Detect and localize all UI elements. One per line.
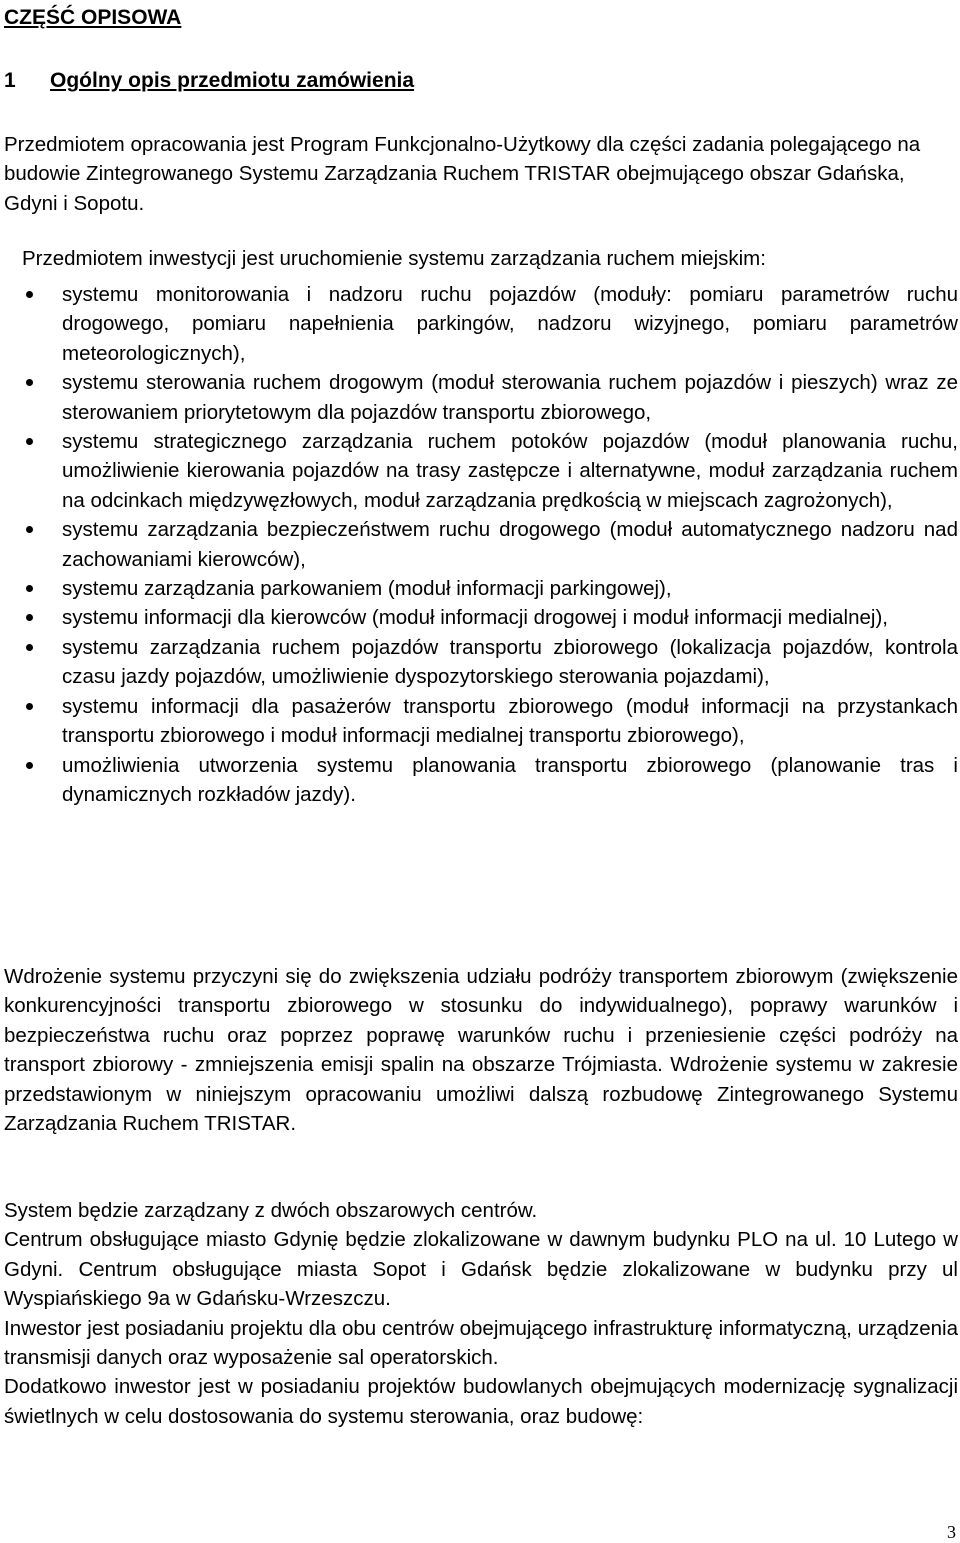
centers-lead-paragraph: System będzie zarządzany z dwóch obszarowych centrów. xyxy=(4,1199,538,1222)
section-heading xyxy=(4,66,414,95)
list-item-text: systemu informacji dla pasażerów transportu zbiorowego (moduł informacji na przystankach transportu zbiorowego i moduł informacji medialnej transportu zbiorowego), xyxy=(62,694,958,748)
list-item-text: umożliwienia utworzenia systemu planowania transportu zbiorowego (planowanie tras i dynamicznych rozkładów jazdy). xyxy=(62,753,958,806)
list-item-text: systemu zarządzania bezpieczeństwem ruchu drogowego (moduł automatycznego nadzoru nad zachowaniami kierowców), xyxy=(62,518,958,571)
bullet-icon xyxy=(26,762,33,769)
bullet-icon xyxy=(26,438,33,445)
investment-lead-paragraph: Przedmiotem inwestycji jest uruchomienie systemu zarządzania ruchem miejskim: xyxy=(22,247,766,270)
list-item-text: systemu zarządzania parkowaniem (moduł informacji parkingowej), xyxy=(62,577,672,601)
list-item xyxy=(4,368,958,427)
list-item-text: systemu monitorowania i nadzoru ruchu pojazdów (moduły: pomiaru parametrów ruchu drogowego, pomiaru napełnienia parkingów, nadzoru wizyjnego, pomiaru parametrów meteorologicznych), xyxy=(62,283,958,365)
list-item xyxy=(4,515,958,574)
centers-section xyxy=(4,1196,958,1431)
bullet-icon xyxy=(26,585,33,592)
list-item-text: systemu informacji dla kierowców (moduł informacji drogowej i moduł informacji medialnej), xyxy=(62,606,888,630)
list-item-text: systemu strategicznego zarządzania ruchem potoków pojazdów (moduł planowania ruchu, umożliwienie kierowania pojazdów na trasy zastępcze i alternatywne, moduł zarządzania ruchem na odcinkach międzywęzłowych, moduł zarządzania prędkością w miejscach zagrożonych), xyxy=(62,430,958,512)
bullet-icon xyxy=(26,703,33,710)
list-item xyxy=(4,280,958,368)
list-item xyxy=(4,751,958,810)
bullet-icon xyxy=(26,614,33,621)
list-item xyxy=(4,633,958,692)
bullet-icon xyxy=(26,379,33,386)
additionally-paragraph: Dodatkowo inwestor jest w posiadaniu projektów budowlanych obejmujących modernizację sygnalizacji świetlnych w celu dostosowania do systemu sterowania, oraz budowę: xyxy=(4,1375,958,1428)
section-title: Ogólny opis przedmiotu zamówienia xyxy=(50,69,415,92)
list-item xyxy=(4,603,958,632)
investment-bullet-list xyxy=(4,280,958,809)
list-item-text: systemu sterowania ruchem drogowym (moduł sterowania ruchem pojazdów i pieszych) wraz ze sterowaniem priorytetowym dla pojazdów transportu zbiorowego, xyxy=(62,371,958,424)
list-item-text: systemu zarządzania ruchem pojazdów transportu zbiorowego (lokalizacja pojazdów, kontrola czasu jazdy pojazdów, umożliwienie dyspozytorskiego sterowania pojazdami), xyxy=(62,635,958,689)
bullet-icon xyxy=(26,291,33,298)
page-number: 3 xyxy=(947,1522,956,1542)
centers-location-paragraph: Centrum obsługujące miasto Gdynię będzie zlokalizowane w dawnym budynku PLO na ul. 10 Lutego w Gdyni. Centrum obsługujące miasta Sopot i Gdańsk będzie zlokalizowane w budynku przy ul Wyspiańskiego 9a w Gdańsku-Wrzeszczu. xyxy=(4,1228,958,1311)
investor-project-paragraph: Inwestor jest posiadaniu projektu dla obu centrów obejmującego infrastrukturę informatyczną, urządzenia transmisji danych oraz wyposażenie sal operatorskich. xyxy=(4,1316,958,1370)
document-title: CZĘŚĆ OPISOWA xyxy=(4,6,182,29)
implementation-paragraph: Wdrożenie systemu przyczyni się do zwiększenia udziału podróży transportem zbiorowym (zwiększenie konkurencyjności transportu zbiorowego w stosunku do indywidualnego), poprawy warunków i bezpieczeństwa ruchu oraz poprzez poprawę warunków ruchu i przeniesienie części podróży na transport zbiorowy - zmniejszenia emisji spalin na obszarze Trójmiasta. Wdrożenie systemu w zakresie przedstawionym w niniejszym opracowaniu umożliwi dalszą rozbudowę Zintegrowanego Systemu Zarządzania Ruchem TRISTAR. xyxy=(4,965,958,1136)
list-item xyxy=(4,427,958,515)
list-item xyxy=(4,574,958,603)
section-number: 1 xyxy=(4,69,16,92)
intro-paragraph: Przedmiotem opracowania jest Program Funkcjonalno-Użytkowy dla części zadania polegającego na budowie Zintegrowanego Systemu Zarządzania Ruchem TRISTAR obejmującego obszar Gdańska, Gdyni i Sopotu. xyxy=(4,133,921,215)
bullet-icon xyxy=(26,526,33,533)
list-item xyxy=(4,692,958,751)
bullet-icon xyxy=(26,644,33,651)
